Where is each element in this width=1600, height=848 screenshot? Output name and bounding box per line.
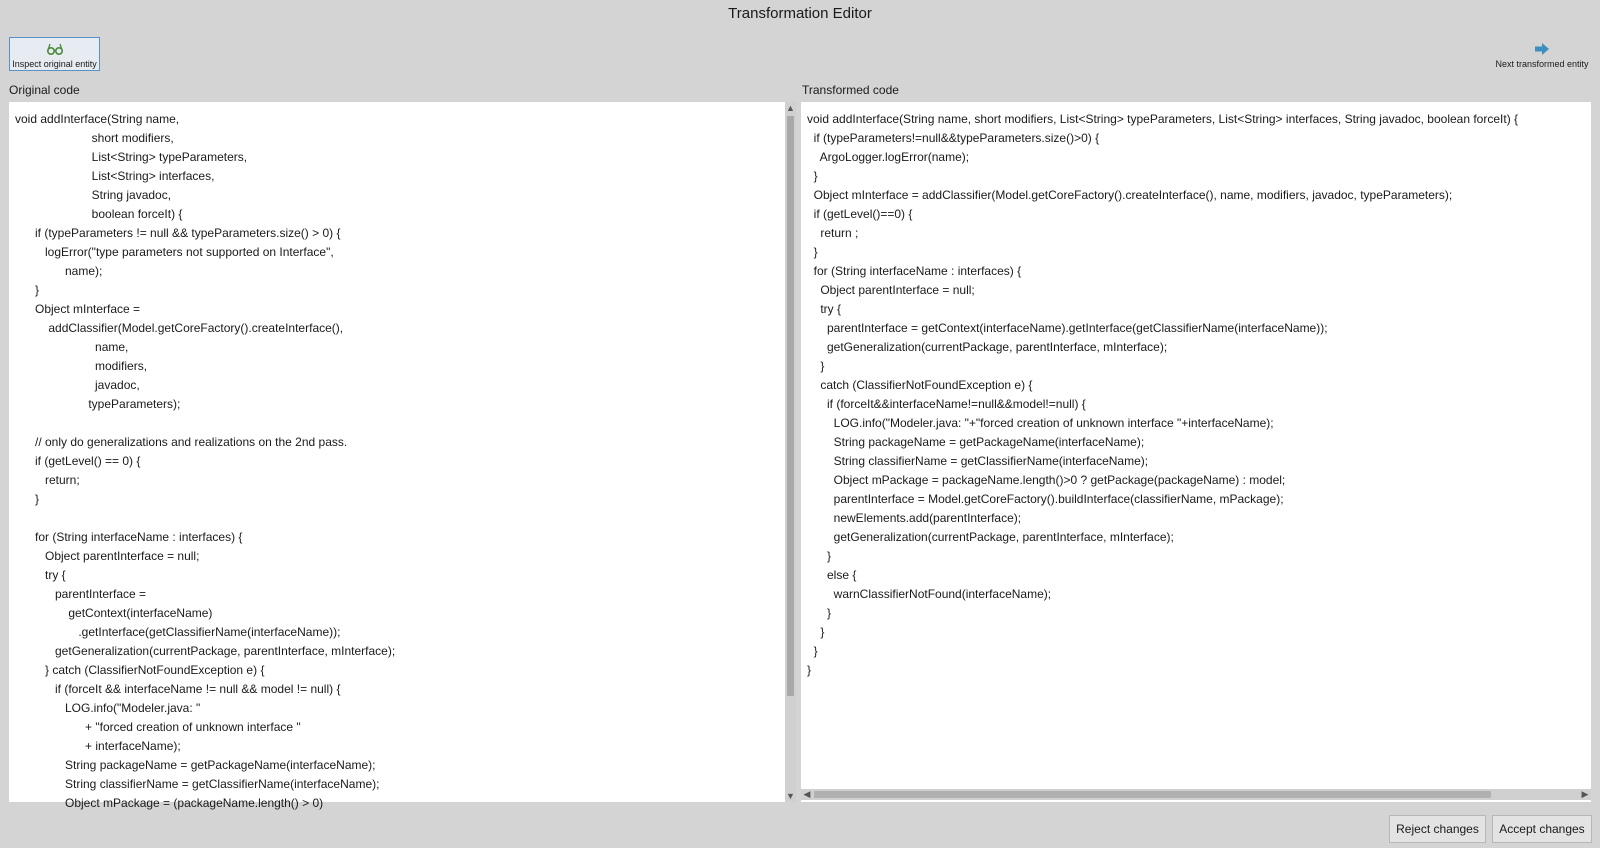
original-code-vertical-scrollbar[interactable] <box>785 102 796 802</box>
window-title: Transformation Editor <box>728 5 872 22</box>
accept-changes-button[interactable]: Accept changes <box>1492 815 1592 843</box>
reject-changes-button[interactable]: Reject changes <box>1389 815 1486 843</box>
next-transformed-entity-label: Next transformed entity <box>1495 59 1589 69</box>
next-transformed-entity-button[interactable] <box>1492 37 1592 71</box>
scroll-right-icon[interactable]: ▶ <box>1581 789 1589 799</box>
original-code-text: void addInterface(String name, short modifiers, List<String> typeParameters, List<String> interfaces, String javadoc, boolean forceIt) { if (typeParameters != null && typeParameters.size() > 0) { logError("type parameters not supported on Interface", name); } Object mInterface = addClassifier(Model.getCoreFactory().createInterface(), name, modifiers, javadoc, typeParameters); // only do generalizations and realizations on the 2nd pass. if (getLevel() == 0) { return; } for (String interfaceName : interfaces) { Object parentInterface = null; try { parentInterface = getContext(interfaceName) .getInterface(getClassifierName(interfaceName)); getGeneralization(currentPackage, parentInterface, mInterface); } catch (ClassifierNotFoundException e) { if (forceIt && interfaceName != null && model != null) { LOG.info("Modeler.java: " + "forced creation of unknown interface " + interfaceName); String packageName = getPackageName(interfaceName); String classifierName = getClassifierName(interfaceName); Object mPackage = (packageName.length() > 0) <box>15 112 396 810</box>
arrow-right-icon <box>1534 40 1550 57</box>
glasses-icon <box>46 41 64 57</box>
scroll-left-icon[interactable]: ◀ <box>803 789 811 799</box>
inspect-original-entity-button[interactable] <box>9 37 100 71</box>
original-code-label: Original code <box>9 83 80 97</box>
scroll-down-icon[interactable]: ▼ <box>786 791 795 801</box>
scroll-up-icon[interactable]: ▲ <box>786 103 795 113</box>
original-code-editor[interactable] <box>9 102 785 810</box>
transformed-code-text: void addInterface(String name, short modifiers, List<String> typeParameters, List<String> interfaces, String javadoc, boolean forceIt) { if (typeParameters!=null&&typeParameters.size()>0) { ArgoLogger.logError(name); } Object mInterface = addClassifier(Model.getCoreFactory().createInterface(), name, modifiers, javadoc, typeParameters); if (getLevel()==0) { return ; } for (String interfaceName : interfaces) { Object parentInterface = null; try { parentInterface = getContext(interfaceName).getInterface(getClassifierName(interfaceName)); getGeneralization(currentPackage, parentInterface, mInterface); } catch (ClassifierNotFoundException e) { if (forceIt&&interfaceName!=null&&model!=null) { LOG.info("Modeler.java: "+"forced creation of unknown interface "+interfaceName); String packageName = getPackageName(interfaceName); String classifierName = getClassifierName(interfaceName); Object mPackage = packageName.length()>0 ? getPackage(packageName) : model; parentInterface = Model.getCoreFactory().buildInterface(classifierName, mPackage); newElements.add(parentInterface); getGeneralization(currentPackage, parentInterface, mInterface); } else { warnClassifierNotFound(interfaceName); } } } } <box>807 112 1519 677</box>
scrollbar-thumb[interactable] <box>787 116 794 696</box>
transformed-code-label: Transformed code <box>802 83 899 97</box>
scrollbar-thumb[interactable] <box>814 791 1491 798</box>
transformed-code-editor[interactable] <box>801 102 1591 802</box>
inspect-original-entity-label: Inspect original entity <box>12 59 97 69</box>
transformed-code-horizontal-scrollbar[interactable] <box>801 789 1591 800</box>
